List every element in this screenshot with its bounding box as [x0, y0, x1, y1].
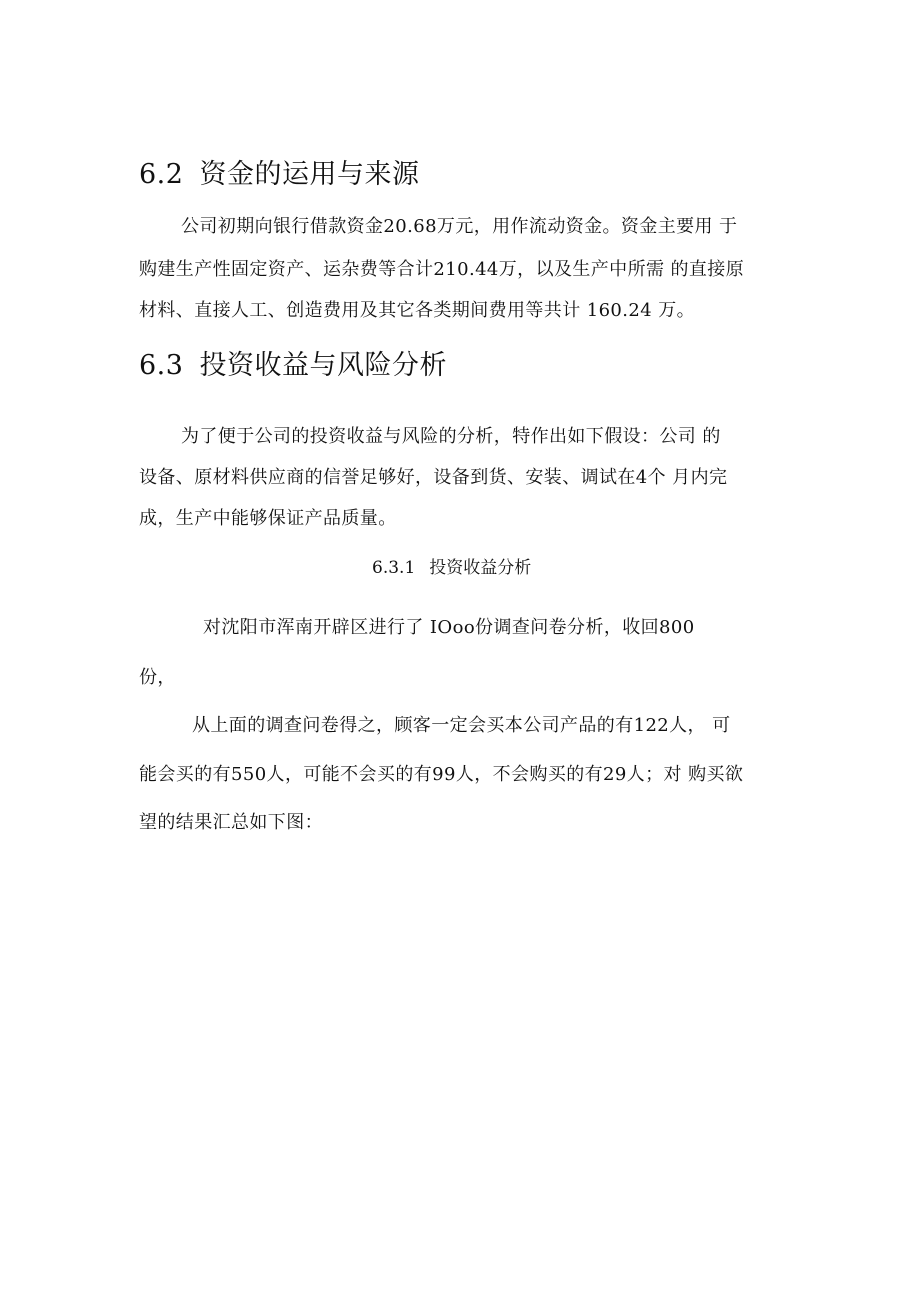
paragraph-line: 对沈阳市浑南开辟区进行了 IOoo份调查问卷分析，收回800: [203, 617, 695, 638]
paragraph-line: 公司初期向银行借款资金20.68万元，用作流动资金。资金主要用 于: [181, 216, 738, 237]
paragraph-line: 成，生产中能够保证产品质量。: [139, 508, 397, 529]
paragraph-line: 从上面的调查问卷得之，顾客一定会买本公司产品的有122人， 可: [192, 715, 731, 736]
subsection-number: 6.3.1: [372, 558, 416, 578]
paragraph-line: 为了便于公司的投资收益与风险的分析，特作出如下假设：公司 的: [181, 426, 721, 447]
subsection-title: 投资收益分析: [429, 558, 532, 578]
paragraph-line: 能会买的有550人，可能不会买的有99人，不会购买的有29人；对 购买欲: [139, 764, 744, 785]
paragraph-line: 购建生产性固定资产、运杂费等合计210.44万，以及生产中所需 的直接原: [139, 259, 745, 280]
section-title: 资金的运用与来源: [199, 159, 420, 190]
section-title: 投资收益与风险分析: [199, 350, 447, 381]
paragraph-line: 份，: [139, 667, 176, 688]
section-heading-6-3: [139, 349, 447, 383]
paragraph-line: 设备、原材料供应商的信誉足够好，设备到货、安装、调试在4个 月内完: [139, 467, 728, 488]
section-heading-6-2: [139, 158, 419, 192]
paragraph-line: 望的结果汇总如下图：: [139, 812, 323, 833]
section-number: 6.3: [139, 350, 184, 381]
paragraph-line: 材料、直接人工、创造费用及其它各类期间费用等共计 160.24 万。: [139, 300, 696, 321]
section-number: 6.2: [139, 159, 184, 190]
subsection-heading-6-3-1: [372, 557, 531, 579]
